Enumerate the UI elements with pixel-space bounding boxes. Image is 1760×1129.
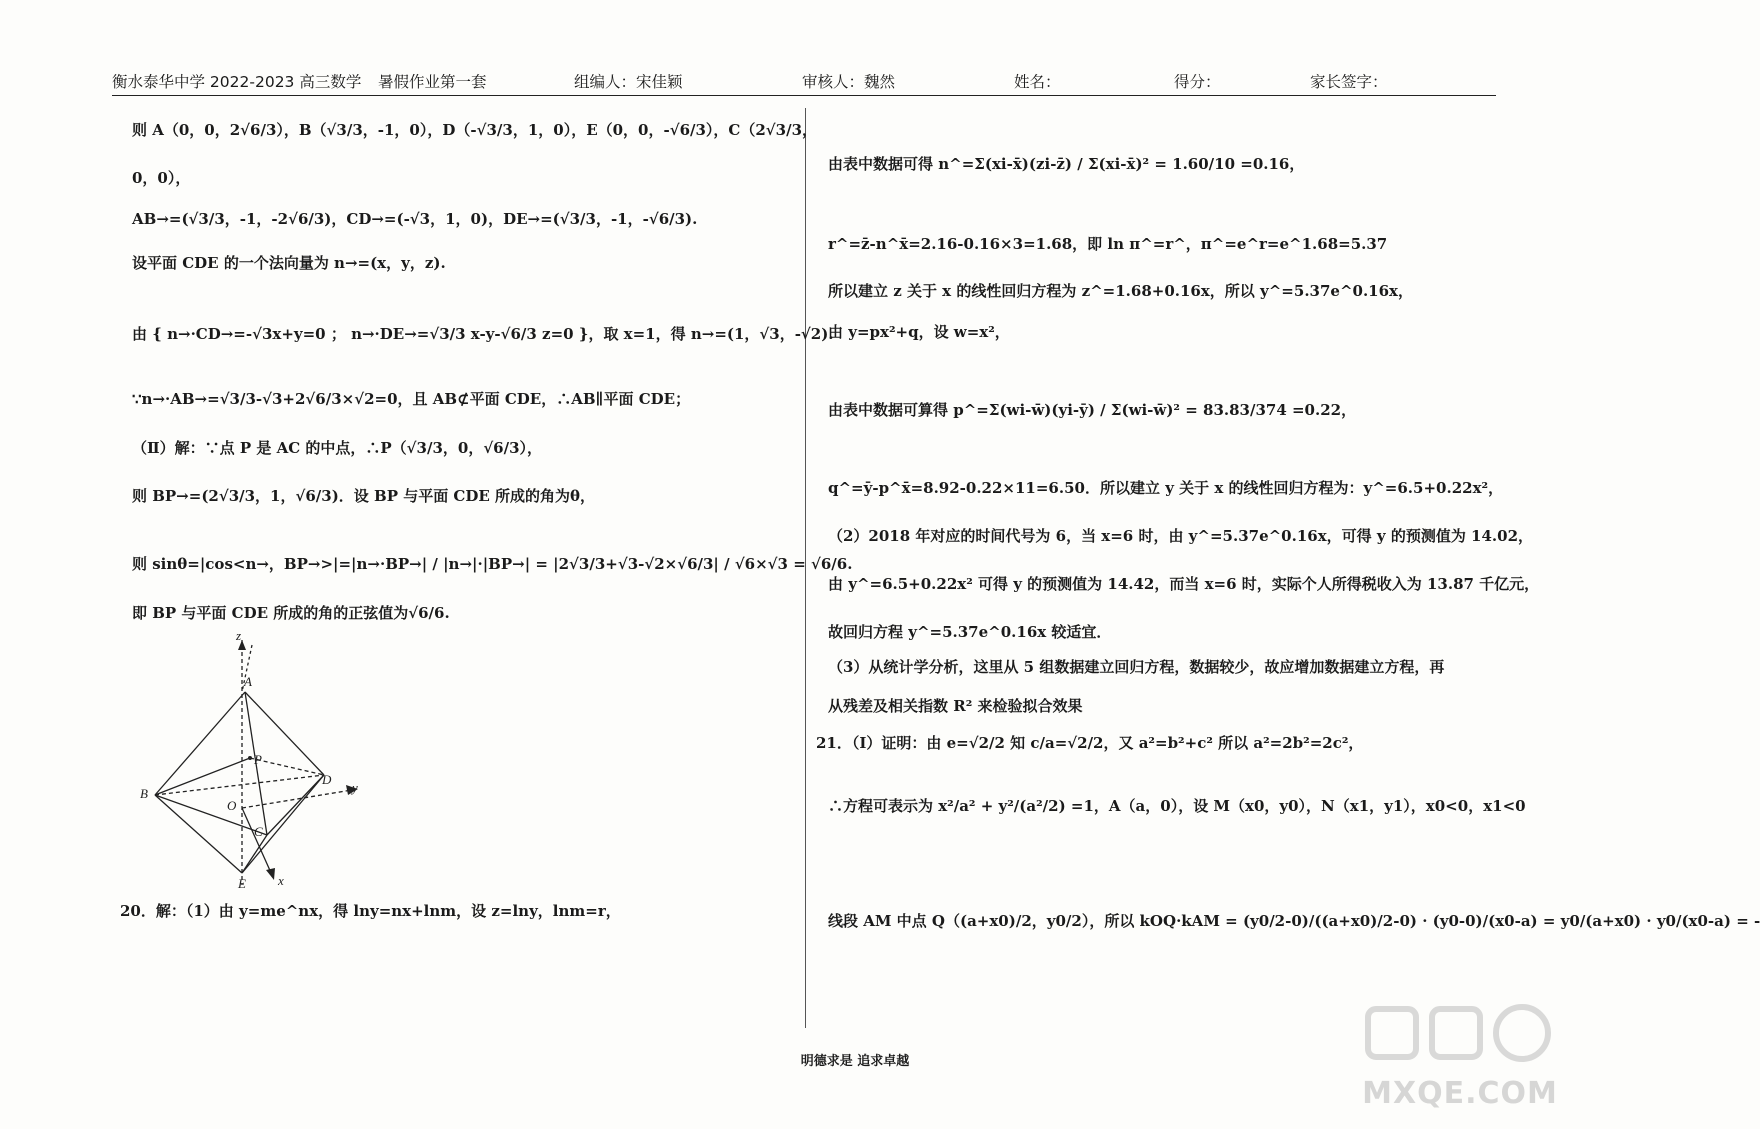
label-O: O: [227, 798, 237, 813]
header-reviewer: 审核人：魏然: [802, 73, 896, 91]
watermark: [1350, 1001, 1570, 1111]
header-parent-label: 家长签字：: [1310, 73, 1388, 91]
label-C: C: [254, 824, 263, 839]
page-header: [112, 64, 1492, 94]
left-line-10: 即 BP 与平面 CDE 所成的角的正弦值为√6/6.: [132, 604, 450, 622]
right-line-3: 所以建立 z 关于 x 的线性回归方程为 z^=1.68+0.16x，所以 y^=5.37e^0.16x，: [828, 282, 1414, 300]
watermark-text: MXQE.COM: [1362, 1076, 1558, 1111]
header-compiler: 组编人：宋佳颖: [574, 73, 683, 91]
right-line-7: （2）2018 年对应的时间代号为 6，当 x=6 时，由 y^=5.37e^0.16x，可得 y 的预测值为 14.02，: [828, 527, 1534, 545]
right-line-10: （3）从统计学分析，这里从 5 组数据建立回归方程，数据较少，故应增加数据建立方程，再: [828, 658, 1445, 676]
label-B: B: [140, 786, 148, 801]
header-school: 衡水泰华中学 2022-2023 高三数学: [112, 73, 362, 91]
left-line-9: 则 sinθ=|cos<n→，BP→>|=|n→·BP→| / |n→|·|BP→| = |2√3/3+√3-√2×√6/3| / √6×√3 = √6/6.: [132, 555, 853, 573]
left-line-3: AB→=(√3/3，-1，-2√6/3)，CD→=(-√3，1，0)，DE→=(√3/3，-1，-√6/3).: [132, 210, 698, 228]
right-line-4: 由 y=px²+q，设 w=x²，: [828, 323, 1010, 341]
right-line-9: 故回归方程 y^=5.37e^0.16x 较适宜．: [828, 623, 1112, 641]
label-D: D: [322, 772, 332, 787]
left-line-5: 由 { n→·CD→=-√3x+y=0 ； n→·DE→=√3/3 x-y-√6/3 z=0 }，取 x=1，得 n→=(1，√3，-√2).: [132, 325, 834, 343]
label-y: y: [352, 780, 358, 795]
right-line-13: ∴方程可表示为 x²/a² + y²/(a²/2) =1，A（a，0），设 M（x0，y0），N（x1，y1），x0<0，x1<0: [828, 797, 1526, 815]
right-line-14: 线段 AM 中点 Q（(a+x0)/2，y0/2），所以 kOQ·kAM = (y0/2-0)/((a+x0)/2-0) · (y0-0)/(x0-a) = y0/(a+x0) · y0/(x0-a) = -: [828, 912, 1760, 930]
right-line-12: 21．（Ⅰ）证明：由 e=√2/2 知 c/a=√2/2，又 a²=b²+c² 所以 a²=2b²=2c²，: [816, 734, 1364, 752]
right-line-8: 由 y^=6.5+0.22x² 可得 y 的预测值为 14.42，而当 x=6 时，实际个人所得税收入为 13.87 千亿元，: [828, 575, 1540, 593]
right-line-11: 从残差及相关指数 R² 来检验拟合效果: [828, 697, 1083, 715]
right-line-6: q^=ȳ-p^x̄=8.92-0.22×11=6.50．所以建立 y 关于 x 的线性回归方程为：y^=6.5+0.22x²，: [828, 479, 1504, 497]
left-line-6: ∵n→·AB→=√3/3-√3+2√6/3×√2=0，且 AB⊄平面 CDE，∴AB∥平面 CDE；: [132, 390, 691, 408]
header-divider: [112, 95, 1496, 96]
left-line-4: 设平面 CDE 的一个法向量为 n→=(x，y，z).: [132, 254, 446, 272]
left-line-7: （Ⅱ）解：∵点 P 是 AC 的中点，∴P（√3/3，0，√6/3），: [132, 439, 543, 457]
label-P: P: [254, 752, 262, 767]
watermark-logo-icon: [1350, 1001, 1570, 1071]
left-line-11: 20．解：（1）由 y=me^nx，得 lny=nx+lnm，设 z=lny，lnm=r，: [120, 902, 621, 920]
label-A: A: [244, 674, 252, 689]
right-line-5: 由表中数据可算得 p^=Σ(wi-w̄)(yi-ȳ) / Σ(wi-w̄)² = 83.83/374 =0.22，: [828, 401, 1357, 419]
right-line-1: 由表中数据可得 n^=Σ(xi-x̄)(zi-z̄) / Σ(xi-x̄)² = 1.60/10 =0.16，: [828, 155, 1305, 173]
header-assignment: 暑假作业第一套: [378, 73, 487, 91]
header-name-label: 姓名：: [1014, 73, 1061, 91]
label-x: x: [278, 873, 284, 888]
left-line-1: 则 A（0，0，2√6/3），B（√3/3，-1，0），D（-√3/3，1，0），E（0，0，-√6/3），C（2√3/3，: [132, 121, 818, 139]
header-score-label: 得分：: [1174, 73, 1221, 91]
geometry-figure: [132, 628, 372, 894]
footer-motto: 明德求是 追求卓越: [800, 1054, 910, 1069]
left-line-8: 则 BP→=(2√3/3，1，√6/3)．设 BP 与平面 CDE 所成的角为θ，: [132, 487, 596, 505]
right-line-2: r^=z̄-n^x̄=2.16-0.16×3=1.68，即 ln π^=r^，π^=e^r=e^1.68=5.37: [828, 235, 1388, 253]
label-z: z: [236, 628, 242, 643]
label-E: E: [238, 876, 246, 891]
left-line-2: 0，0），: [132, 169, 191, 187]
tetrahedron-diagram: [132, 628, 372, 891]
